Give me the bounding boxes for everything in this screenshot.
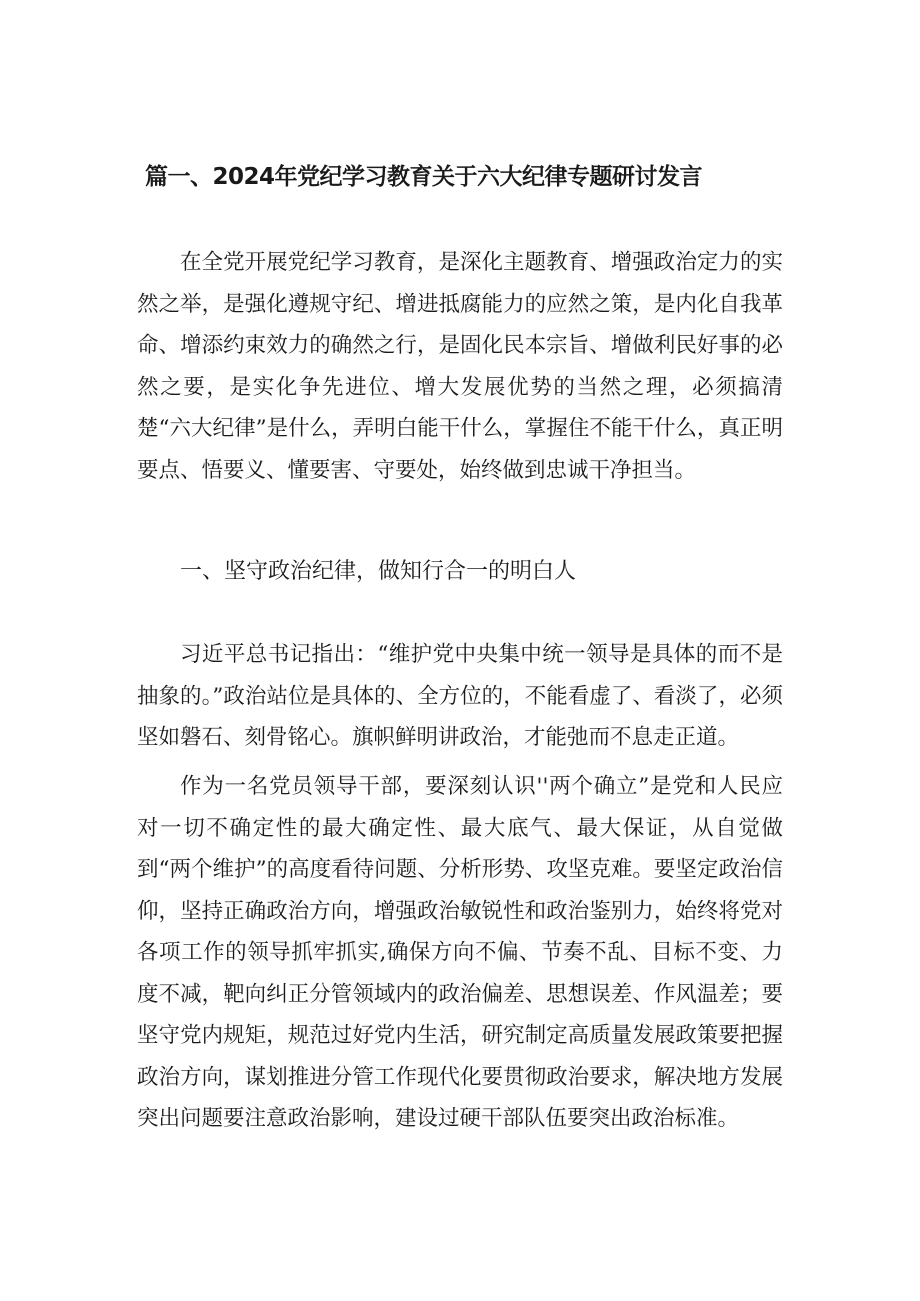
section-paragraph-cadre-duty: 作为一名党员领导干部，要深刻认识''两个确立”是党和人民应对一切不确定性的最大确定性、最大底气、最大保证，从自觉做到“两个维护”的高度看待问题、分析形势、攻坚克难。要坚定政治信仰，坚持正确政治方向，增强政治敏锐性和政治鉴别力，始终将党对各项工作的领导抓牢抓实,确保方向不偏、节奏不乱、目标不变、力度不减，靶向纠正分管领域内的政治偏差、思想误差、作风温差；要坚守党内规矩，规范过好党内生活，研究制定高质量发展政策要把握政治方向，谋划推进分管工作现代化要贯彻政治要求，解决地方发展突出问题要注意政治影响，建设过硬干部队伍要突出政治标准。 [137,774,783,1131]
section-paragraph-quote: 习近平总书记指出：“维护党中央集中统一领导是具体的而不是抽象的。”政治站位是具体的、全方位的，不能看虚了、看淡了，必须坚如磐石、刻骨铭心。旗帜鲜明讲政治，才能弛而不息走正道。 [137,642,783,750]
intro-paragraph: 在全党开展党纪学习教育，是深化主题教育、增强政治定力的实然之举，是强化遵规守纪、增进抵腐能力的应然之策，是内化自我革命、增添约束效力的确然之行，是固化民本宗旨、增做利民好事的必然之要，是实化争先进位、增大发展优势的当然之理，必须搞清楚“六大纪律”是什么，弄明白能干什么，掌握住不能干什么，真正明要点、悟要义、懂要害、守要处，始终做到忠诚干净担当。 [137,250,783,483]
document-title: 篇一、2024年党纪学习教育关于六大纪律专题研讨发言 [145,164,703,191]
section-heading-political-discipline: 一、坚守政治纪律，做知行合一的明白人 [180,559,577,584]
